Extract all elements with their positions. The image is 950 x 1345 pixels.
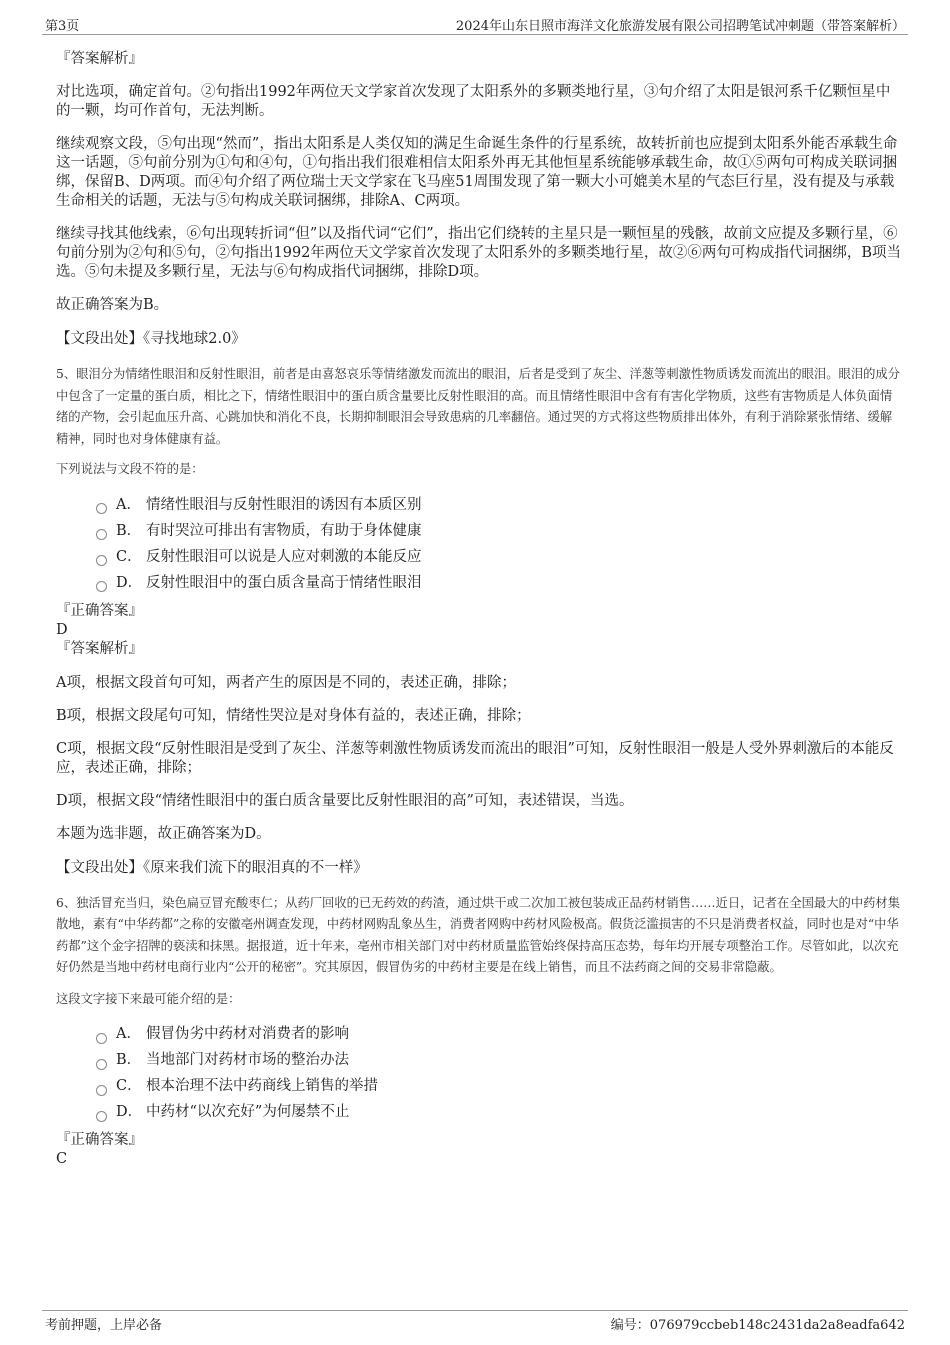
option-a[interactable] <box>96 492 902 518</box>
option-text: 有时哭泣可排出有害物质，有助于身体健康 <box>146 522 422 539</box>
analysis-label: 『答案解析』 <box>56 51 143 67</box>
radio-button[interactable] <box>96 529 107 540</box>
page-number: 第3页 <box>45 19 80 34</box>
answer-label: 『正确答案』 <box>56 602 143 619</box>
option-text: 假冒伪劣中药材对消费者的影响 <box>146 1026 349 1042</box>
analysis-label: 『答案解析』 <box>56 640 143 657</box>
option-b[interactable] <box>96 1047 902 1073</box>
question-5-prompt: 下列说法与文段不符的是： <box>56 462 204 476</box>
answer-value: D <box>56 621 68 638</box>
answer-value: C <box>56 1151 68 1167</box>
option-text: 反射性眼泪可以说是人应对刺激的本能反应 <box>146 548 422 565</box>
answer-label: 『正确答案』 <box>56 1132 143 1148</box>
question-5-options <box>96 492 902 596</box>
option-b[interactable] <box>96 518 902 544</box>
analysis-paragraph: 继续观察文段，⑤句出现“然而”，指出太阳系是人类仅知的满足生命诞生条件的行星系统，故转折前也应提到太阳系外能否承载生命这一话题，⑤句前分别为①句和④句，①句指出我们很难相信太阳系外再无其他恒星系统能够承载生命，故①⑤两句可构成关联词捆绑，保留B、D两项。而④句介绍了两位瑞士天文学家在飞马座51周围发现了第一颗大小可媲美木星的气态巨行星，没有提及与承载生命相关的话题，无法与⑤句构成关联词捆绑，排除A、C两项。 <box>56 136 898 209</box>
question-6-options <box>96 1021 902 1125</box>
analysis-paragraph: B项，根据文段尾句可知，情绪性哭泣是对身体有益的，表述正确，排除； <box>56 707 531 724</box>
radio-button[interactable] <box>96 555 107 566</box>
radio-button[interactable] <box>96 1111 107 1122</box>
option-d[interactable] <box>96 1099 902 1125</box>
option-text: 中药材“以次充好”为何屡禁不止 <box>146 1104 350 1120</box>
page-header <box>42 12 908 35</box>
footer-slogan: 考前押题，上岸必备 <box>45 1318 163 1333</box>
document-id: 编号：076979ccbeb148c2431da2a8eadfa642 <box>610 1318 905 1333</box>
radio-button[interactable] <box>96 1085 107 1096</box>
option-letter: B． <box>116 1052 142 1068</box>
question-6-prompt: 这段文字接下来最可能介绍的是： <box>56 991 241 1006</box>
main-content <box>56 45 902 1169</box>
document-title: 2024年山东日照市海洋文化旅游发展有限公司招聘笔试冲刺题（带答案解析） <box>455 19 905 34</box>
option-d[interactable] <box>96 570 902 596</box>
source-citation: 【文段出处】《原来我们流下的眼泪真的不一样》 <box>56 859 368 876</box>
radio-button[interactable] <box>96 581 107 592</box>
option-text: 根本治理不法中药商线上销售的举措 <box>146 1078 378 1094</box>
option-text: 当地部门对药材市场的整治办法 <box>146 1052 349 1068</box>
source-citation: 【文段出处】《寻找地球2.0》 <box>56 331 246 347</box>
option-letter: C． <box>116 1078 142 1094</box>
radio-button[interactable] <box>96 503 107 514</box>
option-letter: B． <box>116 522 142 539</box>
analysis-paragraph: 继续寻找其他线索，⑥句出现转折词“但”以及指代词“它们”，指出它们绕转的主星只是一颗恒星的残骸，故前文应提及多颗行星，⑥句前分别为②句和⑤句，②句指出1992年两位天文学家首次发现了太阳系外的多颗类地行星，故②⑥两句可构成指代词捆绑，B项当选。⑤句未提及多颗行星，无法与⑥句构成指代词捆绑，排除D项。 <box>56 226 902 280</box>
option-letter: A． <box>116 1026 141 1042</box>
analysis-paragraph: 本题为选非题，故正确答案为D。 <box>56 825 271 842</box>
option-a[interactable] <box>96 1021 902 1047</box>
radio-button[interactable] <box>96 1033 107 1044</box>
analysis-paragraph: 故正确答案为B。 <box>56 297 169 313</box>
option-letter: A． <box>116 496 141 513</box>
analysis-paragraph: C项，根据文段“反射性眼泪是受到了灰尘、洋葱等刺激性物质诱发而流出的眼泪”可知，反射性眼泪一般是人受外界刺激后的本能反应，表述正确，排除； <box>56 740 894 776</box>
question-5-text: 5、眼泪分为情绪性眼泪和反射性眼泪，前者是由喜怒哀乐等情绪激发而流出的眼泪，后者是受到了灰尘、洋葱等刺激性物质诱发而流出的眼泪。眼泪的成分中包含了一定量的蛋白质，相比之下，情绪性眼泪中的蛋白质含量要比反射性眼泪的高。而且情绪性眼泪中含有有害化学物质，这些有害物质是人体负面情绪的产物，会引起血压升高、心跳加快和消化不良，长期抑制眼泪会导致患病的几率翻倍。通过哭的方式将这些物质排出体外，有利于消除紧张情绪、缓解精神，同时也对身体健康有益。 <box>56 367 901 446</box>
analysis-paragraph: D项，根据文段“情绪性眼泪中的蛋白质含量要比反射性眼泪的高”可知，表述错误，当选。 <box>56 792 634 809</box>
footer-divider <box>42 1310 908 1311</box>
question-6-text: 6、独活冒充当归，染色扁豆冒充酸枣仁；从药厂回收的已无药效的药渣，通过烘干或二次加工被包装成正品药材销售……近日，记者在全国最大的中药材集散地，素有“中华药都”之称的安徽亳州调查发现，中药材网购乱象丛生，消费者网购中药材风险极高。假货泛滥损害的不只是消费者权益，同时也是对“中华药都”这个金字招牌的亵渎和抹黑。据报道，近十年来，亳州市相关部门对中药材质量监管始终保持高压态势，每年均开展专项整治工作。尽管如此，以次充好仍然是当地中药材电商行业内“公开的秘密”。究其原因，假冒伪劣的中药材主要是在线上销售，而且不法药商之间的交易非常隐蔽。 <box>56 895 901 974</box>
option-letter: D． <box>116 1104 143 1120</box>
analysis-paragraph: A项，根据文段首句可知，两者产生的原因是不同的，表述正确，排除； <box>56 674 516 691</box>
option-c[interactable] <box>96 544 902 570</box>
option-letter: C． <box>116 548 142 565</box>
option-c[interactable] <box>96 1073 902 1099</box>
analysis-paragraph: 对比选项，确定首句。②句指出1992年两位天文学家首次发现了太阳系外的多颗类地行星，③句介绍了太阳是银河系千亿颗恒星中的一颗，均可作首句，无法判断。 <box>56 84 891 119</box>
option-letter: D． <box>116 574 143 591</box>
option-text: 情绪性眼泪与反射性眼泪的诱因有本质区别 <box>146 496 422 513</box>
radio-button[interactable] <box>96 1059 107 1070</box>
option-text: 反射性眼泪中的蛋白质含量高于情绪性眼泪 <box>146 574 422 591</box>
